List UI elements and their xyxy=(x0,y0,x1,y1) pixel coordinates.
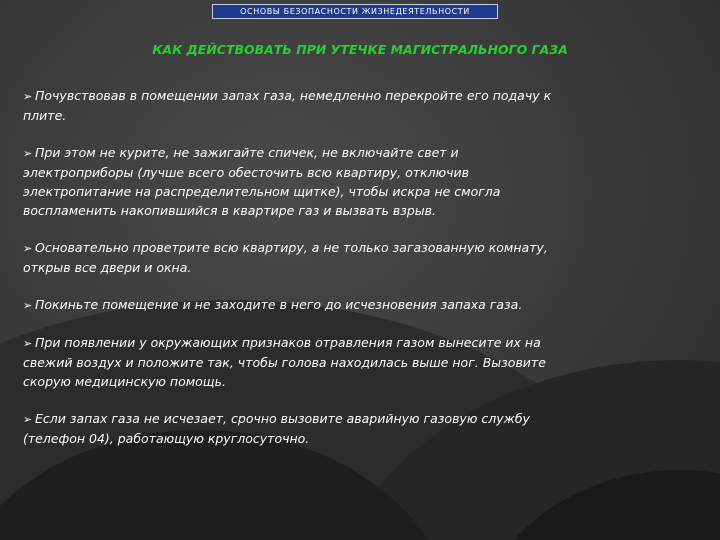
arrow-bullet-icon: ➢ xyxy=(23,413,33,426)
instruction-line xyxy=(23,295,693,315)
instruction-text: открыв все двери и окна. xyxy=(23,260,192,275)
instruction-text: При появлении у окружающих признаков отравления газом вынесите их на xyxy=(35,335,541,350)
instruction-paragraph xyxy=(23,333,693,391)
instruction-text: электропитание на распределительном щитке), чтобы искра не смогла xyxy=(23,184,501,199)
instruction-text: воспламенить накопившийся в квартире газ и вызвать взрыв. xyxy=(23,203,436,218)
instruction-paragraph xyxy=(23,143,693,220)
instruction-line xyxy=(23,143,693,163)
instruction-text: плите. xyxy=(23,108,67,123)
instruction-text: Почувствовав в помещении запах газа, немедленно перекройте его подачу к xyxy=(35,88,552,103)
instruction-text: Если запах газа не исчезает, срочно вызовите аварийную газовую службу xyxy=(35,411,530,426)
arrow-bullet-icon: ➢ xyxy=(23,337,33,350)
instruction-paragraph xyxy=(23,238,693,277)
instruction-text: Покиньте помещение и не заходите в него до исчезновения запаха газа. xyxy=(35,297,523,312)
arrow-bullet-icon: ➢ xyxy=(23,90,33,103)
instructions-list xyxy=(23,86,693,448)
instruction-text: свежий воздух и положите так, чтобы голова находилась выше ног. Вызовите xyxy=(23,355,546,370)
instruction-paragraph xyxy=(23,409,693,448)
instruction-text: скорую медицинскую помощь. xyxy=(23,374,226,389)
instruction-line xyxy=(23,258,693,277)
instruction-text: При этом не курите, не зажигайте спичек, не включайте свет и xyxy=(35,145,459,160)
instruction-line xyxy=(23,333,693,353)
instruction-line xyxy=(23,409,693,429)
header-title: ОСНОВЫ БЕЗОПАСНОСТИ ЖИЗНЕДЕЯТЕЛЬНОСТИ xyxy=(240,7,470,16)
arrow-bullet-icon: ➢ xyxy=(23,147,33,160)
instruction-line xyxy=(23,86,693,106)
instruction-paragraph xyxy=(23,295,693,315)
arrow-bullet-icon: ➢ xyxy=(23,299,33,312)
instruction-text: (телефон 04), работающую круглосуточно. xyxy=(23,431,310,446)
instruction-line xyxy=(23,201,693,220)
instruction-line xyxy=(23,353,693,372)
instruction-line xyxy=(23,238,693,258)
instruction-text: Основательно проветрите всю квартиру, а не только загазованную комнату, xyxy=(35,240,548,255)
header-bar xyxy=(212,4,498,19)
instruction-line xyxy=(23,372,693,391)
instruction-line xyxy=(23,106,693,125)
slide-title: КАК ДЕЙСТВОВАТЬ ПРИ УТЕЧКЕ МАГИСТРАЛЬНОГО ГАЗА xyxy=(152,42,568,57)
instruction-text: электроприборы (лучше всего обесточить всю квартиру, отключив xyxy=(23,165,469,180)
arrow-bullet-icon: ➢ xyxy=(23,242,33,255)
instruction-line xyxy=(23,163,693,182)
instruction-line xyxy=(23,429,693,448)
instruction-line xyxy=(23,182,693,201)
instruction-paragraph xyxy=(23,86,693,125)
